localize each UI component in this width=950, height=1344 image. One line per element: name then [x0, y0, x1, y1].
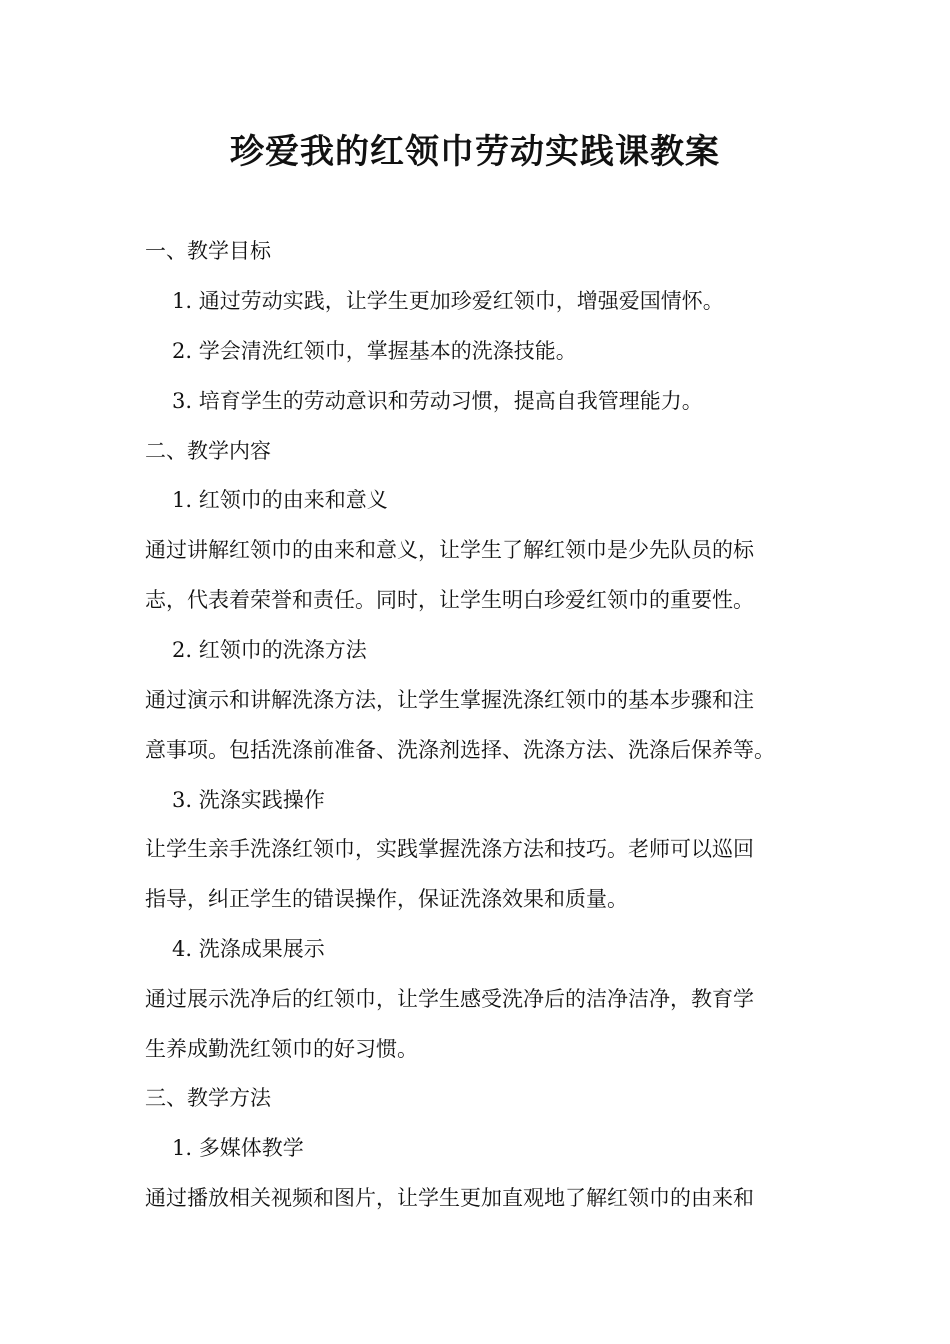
- objective-item-1: 1. 通过劳动实践，让学生更加珍爱红领巾，增强爱国情怀。: [172, 289, 724, 313]
- content-paragraph-4-line-2: 生养成勤洗红领巾的好习惯。: [145, 1037, 418, 1061]
- method-subheading-1: 1. 多媒体教学: [172, 1136, 304, 1160]
- content-paragraph-2-line-1: 通过演示和讲解洗涤方法，让学生掌握洗涤红领巾的基本步骤和注: [145, 688, 754, 712]
- content-subheading-4: 4. 洗涤成果展示: [172, 937, 325, 961]
- content-paragraph-1-line-1: 通过讲解红领巾的由来和意义，让学生了解红领巾是少先队员的标: [145, 538, 754, 562]
- content-paragraph-1-line-2: 志，代表着荣誉和责任。同时，让学生明白珍爱红领巾的重要性。: [145, 588, 754, 612]
- method-paragraph-1-line-1: 通过播放相关视频和图片，让学生更加直观地了解红领巾的由来和: [145, 1186, 754, 1210]
- content-paragraph-2-line-2: 意事项。包括洗涤前准备、洗涤剂选择、洗涤方法、洗涤后保养等。: [145, 738, 775, 762]
- document-title: 珍爱我的红领巾劳动实践课教案: [230, 132, 720, 172]
- section-heading-content: 二、教学内容: [145, 439, 271, 463]
- section-heading-methods: 三、教学方法: [145, 1086, 271, 1110]
- objective-item-3: 3. 培育学生的劳动意识和劳动习惯，提高自我管理能力。: [172, 389, 703, 413]
- content-subheading-1: 1. 红领巾的由来和意义: [172, 488, 388, 512]
- objective-item-2: 2. 学会清洗红领巾，掌握基本的洗涤技能。: [172, 339, 577, 363]
- content-paragraph-4-line-1: 通过展示洗净后的红领巾，让学生感受洗净后的洁净洁净，教育学: [145, 987, 754, 1011]
- content-subheading-3: 3. 洗涤实践操作: [172, 788, 325, 812]
- content-subheading-2: 2. 红领巾的洗涤方法: [172, 638, 367, 662]
- section-heading-objectives: 一、教学目标: [145, 239, 271, 263]
- content-paragraph-3-line-1: 让学生亲手洗涤红领巾，实践掌握洗涤方法和技巧。老师可以巡回: [145, 837, 754, 861]
- content-paragraph-3-line-2: 指导，纠正学生的错误操作，保证洗涤效果和质量。: [145, 887, 628, 911]
